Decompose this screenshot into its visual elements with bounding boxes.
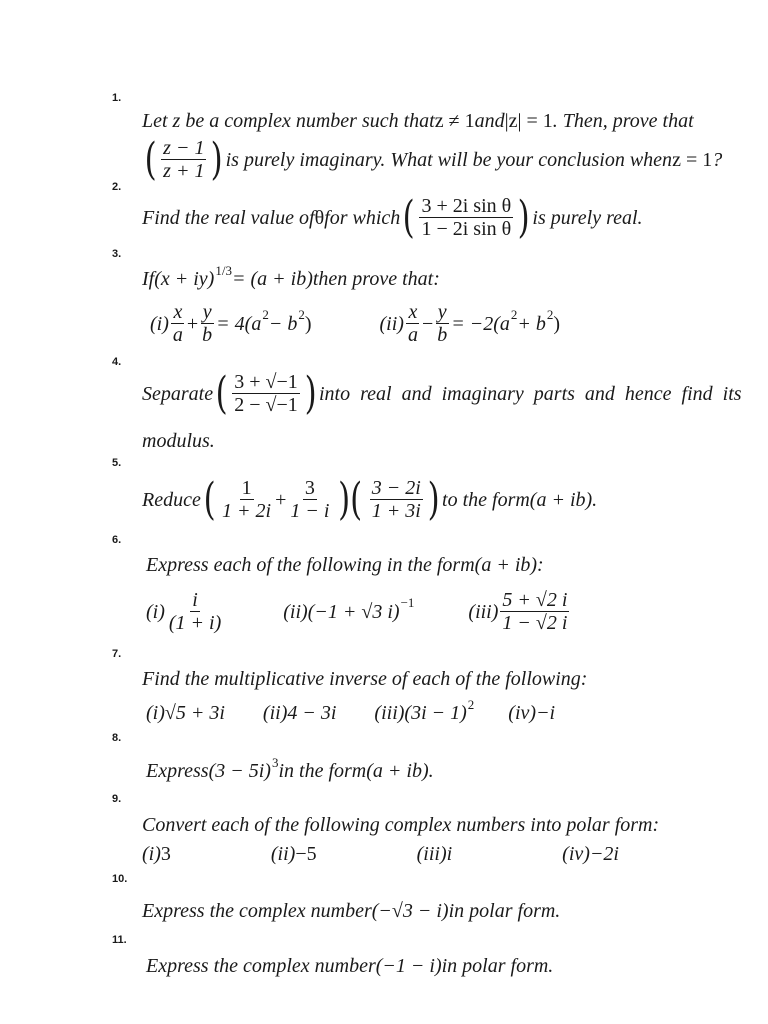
question-number: 3. [112, 248, 122, 260]
fraction: $\frac{y}{b}$ [202, 301, 213, 346]
fraction: $\frac{y}{b}$ [437, 301, 448, 346]
question-text: ( $\frac{z - 1}{z + 1}$ ) is purely imaginary. What will be your conclusion when z = 1 ? [144, 134, 723, 185]
question-number: 1. [112, 92, 122, 104]
question-number: 11. [112, 934, 127, 946]
fraction: $\frac{5 + √2 i}{1 - √2 i}$ [502, 589, 568, 634]
question-number: 2. [112, 181, 122, 193]
fraction: $\frac{x}{a}$ [407, 301, 418, 346]
question-text: Let z be a complex number such that z ≠ 1 and |z| = 1 . Then, prove that [142, 110, 694, 132]
question-text: Find the multiplicative inverse of each of the following: [142, 668, 588, 690]
question-number: 8. [112, 732, 122, 744]
fraction: $\frac{x}{a}$ [172, 301, 183, 346]
question-text: Separate ( $\frac{3 + √-1}{2 - √-1}$ ) into real and imaginary parts and hence find its [142, 368, 742, 419]
question-text: Express the complex number (−1 − i) in polar form. [146, 955, 554, 977]
question-number: 6. [112, 534, 122, 546]
question-number: 10. [112, 873, 128, 885]
fraction: $\frac{\text{3 + 2i sin θ}}{\text{1 − 2i sin θ}}$ [421, 195, 512, 240]
fraction: $\frac{3 + √-1}{2 - √-1}$ [234, 371, 298, 416]
fraction: $\frac{1}{1 + 2i}$ [222, 477, 272, 522]
question-text: Find the real value of θ for which ( $\frac{\text{3 + 2i sin θ}}{\text{1 − 2i sin θ}}$ ) is purely real. [142, 192, 643, 243]
question-number: 7. [112, 648, 122, 660]
question-number: 9. [112, 793, 122, 805]
question-text: (i) √5 + 3i (ii) 4 − 3i (iii) (3i − 1) 2 (iv) −i [146, 696, 556, 724]
fraction: $\frac{i}{(1 + i)}$ [168, 589, 222, 634]
fraction: $\frac{3}{1 - i}$ [290, 477, 330, 522]
question-text: modulus. [142, 430, 215, 452]
question-text: Reduce ( $\frac{1}{1 + 2i}$ + $\frac{3}{1 - i}$ )( $\frac{3 - 2i}{1 + 3i}$ ) to the form (a + ib) . [142, 474, 598, 525]
question-text: Express each of the following in the form (a + ib) : [146, 554, 544, 576]
question-text: Express (3 − 5i) 3 in the form (a + ib) . [146, 754, 434, 782]
question-text: (i) $\frac{x}{a}$ + $\frac{y}{b}$ = 4(a 2 − b 2 ) (ii) $\frac{x}{a}$ − $\frac{y}{b}$ = −2(a 2 + b 2 ) [150, 301, 561, 346]
question-number: 4. [112, 356, 122, 368]
question-text: Express the complex number (−√3 − i) in polar form. [142, 900, 561, 922]
fraction: $\frac{z - 1}{z + 1}$ [163, 137, 205, 182]
question-text: Convert each of the following complex numbers into polar form: [142, 814, 660, 836]
question-text: (i) $\frac{i}{(1 + i)}$ (ii) (−1 + √3 i) −1 (iii) $\frac{5 + √2 i}{1 - √2 i}$ [146, 589, 568, 634]
question-number: 5. [112, 457, 122, 469]
fraction: $\frac{3 - 2i}{1 + 3i}$ [371, 477, 421, 522]
question-text: (i) 3 (ii) −5 (iii) i (iv) −2i [142, 843, 619, 865]
question-text: If (x + iy) 1/3 = (a + ib) then prove that: [142, 262, 440, 290]
